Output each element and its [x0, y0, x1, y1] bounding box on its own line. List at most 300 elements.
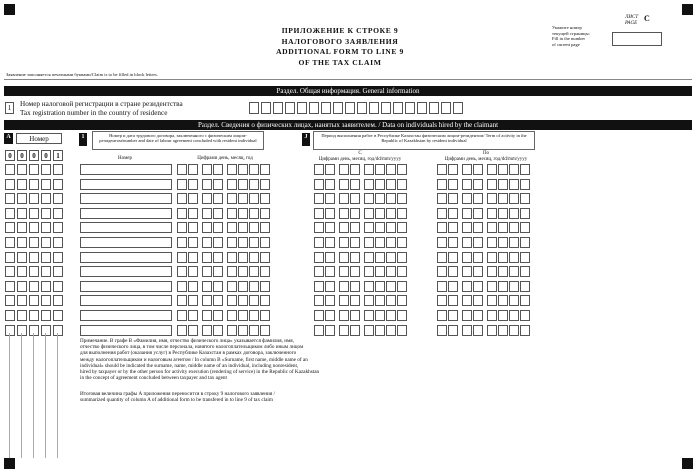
agreement-date-cell[interactable]: [213, 295, 223, 306]
column-a-cell[interactable]: [41, 266, 51, 277]
column-a-cell[interactable]: [29, 237, 39, 248]
term-from-date-cell[interactable]: [314, 310, 324, 321]
tax-registration-cell[interactable]: [453, 102, 463, 114]
column-a-cell[interactable]: [17, 295, 27, 306]
term-from-date-cell[interactable]: [350, 325, 360, 336]
agreement-date-cell[interactable]: [188, 266, 198, 277]
term-from-date-cell[interactable]: [339, 281, 349, 292]
term-from-date-cell[interactable]: [375, 252, 385, 263]
term-from-date-cell[interactable]: [314, 208, 324, 219]
agreement-date-cell[interactable]: [188, 281, 198, 292]
term-from-date-cell[interactable]: [386, 237, 396, 248]
column-a-cell[interactable]: [17, 325, 27, 336]
column-a-cell[interactable]: [17, 266, 27, 277]
term-to-date-cell[interactable]: [448, 208, 458, 219]
agreement-date-cell[interactable]: [227, 266, 237, 277]
agreement-date-cell[interactable]: [227, 281, 237, 292]
term-to-date-cell[interactable]: [473, 164, 483, 175]
term-to-date-cell[interactable]: [509, 295, 519, 306]
agreement-date-cell[interactable]: [238, 208, 248, 219]
term-from-date-cell[interactable]: [325, 193, 335, 204]
term-from-date-cell[interactable]: [350, 266, 360, 277]
term-from-date-cell[interactable]: [314, 179, 324, 190]
column-a-cell[interactable]: [53, 179, 63, 190]
term-from-date-cell[interactable]: [350, 164, 360, 175]
term-from-date-cell[interactable]: [314, 222, 324, 233]
term-to-date-cell[interactable]: [487, 310, 497, 321]
agreement-date-cell[interactable]: [260, 208, 270, 219]
term-from-date-cell[interactable]: [397, 325, 407, 336]
term-from-date-cell[interactable]: [364, 179, 374, 190]
term-to-date-cell[interactable]: [487, 222, 497, 233]
term-from-date-cell[interactable]: [397, 310, 407, 321]
term-to-date-cell[interactable]: [437, 281, 447, 292]
agreement-date-cell[interactable]: [213, 208, 223, 219]
term-to-date-cell[interactable]: [437, 237, 447, 248]
term-to-date-cell[interactable]: [462, 281, 472, 292]
column-a-cell[interactable]: [29, 266, 39, 277]
agreement-date-cell[interactable]: [238, 310, 248, 321]
column-a-cell[interactable]: [41, 237, 51, 248]
tax-registration-cell[interactable]: [273, 102, 283, 114]
agreement-date-cell[interactable]: [202, 237, 212, 248]
term-from-date-cell[interactable]: [375, 208, 385, 219]
term-to-date-cell[interactable]: [473, 266, 483, 277]
agreement-date-cell[interactable]: [213, 310, 223, 321]
term-from-date-cell[interactable]: [314, 281, 324, 292]
agreement-date-cell[interactable]: [213, 266, 223, 277]
agreement-number-cell[interactable]: [80, 281, 172, 292]
term-to-date-cell[interactable]: [509, 252, 519, 263]
agreement-date-cell[interactable]: [227, 310, 237, 321]
term-to-date-cell[interactable]: [498, 222, 508, 233]
term-from-date-cell[interactable]: [364, 295, 374, 306]
agreement-date-cell[interactable]: [238, 295, 248, 306]
term-from-date-cell[interactable]: [386, 179, 396, 190]
term-from-date-cell[interactable]: [386, 208, 396, 219]
term-to-date-cell[interactable]: [498, 208, 508, 219]
term-to-date-cell[interactable]: [462, 310, 472, 321]
term-from-date-cell[interactable]: [375, 295, 385, 306]
tax-registration-cell[interactable]: [297, 102, 307, 114]
term-from-date-cell[interactable]: [339, 325, 349, 336]
column-a-cell[interactable]: [17, 208, 27, 219]
column-a-cell[interactable]: [41, 325, 51, 336]
term-from-date-cell[interactable]: [339, 237, 349, 248]
agreement-date-cell[interactable]: [227, 252, 237, 263]
column-a-cell[interactable]: [17, 310, 27, 321]
agreement-date-cell[interactable]: [227, 295, 237, 306]
term-to-date-cell[interactable]: [473, 237, 483, 248]
agreement-date-cell[interactable]: [260, 193, 270, 204]
term-from-date-cell[interactable]: [375, 237, 385, 248]
column-a-cell[interactable]: [29, 325, 39, 336]
term-from-date-cell[interactable]: [364, 208, 374, 219]
tax-registration-cell[interactable]: [381, 102, 391, 114]
agreement-number-cell[interactable]: [80, 252, 172, 263]
term-to-date-cell[interactable]: [448, 325, 458, 336]
column-a-cell[interactable]: [53, 222, 63, 233]
agreement-date-cell[interactable]: [238, 325, 248, 336]
term-from-date-cell[interactable]: [339, 252, 349, 263]
term-to-date-cell[interactable]: [498, 164, 508, 175]
term-to-date-cell[interactable]: [462, 193, 472, 204]
agreement-date-cell[interactable]: [177, 237, 187, 248]
term-to-date-cell[interactable]: [462, 179, 472, 190]
agreement-number-cell[interactable]: [80, 310, 172, 321]
column-a-cell[interactable]: [29, 310, 39, 321]
agreement-number-cell[interactable]: [80, 237, 172, 248]
column-a-cell[interactable]: [41, 281, 51, 292]
term-to-date-cell[interactable]: [498, 252, 508, 263]
term-to-date-cell[interactable]: [498, 179, 508, 190]
term-from-date-cell[interactable]: [339, 295, 349, 306]
column-a-cell[interactable]: [5, 222, 15, 233]
term-to-date-cell[interactable]: [462, 266, 472, 277]
term-to-date-cell[interactable]: [498, 281, 508, 292]
term-from-date-cell[interactable]: [397, 295, 407, 306]
agreement-number-cell[interactable]: [80, 164, 172, 175]
column-a-cell[interactable]: [41, 208, 51, 219]
term-from-date-cell[interactable]: [375, 179, 385, 190]
term-from-date-cell[interactable]: [325, 295, 335, 306]
term-from-date-cell[interactable]: [397, 281, 407, 292]
agreement-date-cell[interactable]: [238, 164, 248, 175]
term-from-date-cell[interactable]: [314, 252, 324, 263]
agreement-date-cell[interactable]: [227, 179, 237, 190]
term-from-date-cell[interactable]: [375, 164, 385, 175]
term-to-date-cell[interactable]: [473, 325, 483, 336]
agreement-date-cell[interactable]: [202, 193, 212, 204]
agreement-date-cell[interactable]: [202, 252, 212, 263]
agreement-date-cell[interactable]: [202, 222, 212, 233]
term-from-date-cell[interactable]: [364, 252, 374, 263]
agreement-date-cell[interactable]: [249, 310, 259, 321]
page-number-field[interactable]: [612, 32, 662, 46]
term-to-date-cell[interactable]: [520, 325, 530, 336]
term-from-date-cell[interactable]: [364, 310, 374, 321]
term-to-date-cell[interactable]: [520, 179, 530, 190]
term-to-date-cell[interactable]: [520, 237, 530, 248]
term-from-date-cell[interactable]: [386, 325, 396, 336]
agreement-date-cell[interactable]: [188, 179, 198, 190]
term-from-date-cell[interactable]: [386, 222, 396, 233]
term-to-date-cell[interactable]: [462, 208, 472, 219]
term-to-date-cell[interactable]: [462, 325, 472, 336]
column-a-cell[interactable]: [53, 325, 63, 336]
term-to-date-cell[interactable]: [462, 252, 472, 263]
agreement-date-cell[interactable]: [260, 295, 270, 306]
term-from-date-cell[interactable]: [350, 310, 360, 321]
column-a-cell[interactable]: [5, 266, 15, 277]
term-to-date-cell[interactable]: [509, 222, 519, 233]
agreement-date-cell[interactable]: [249, 295, 259, 306]
term-to-date-cell[interactable]: [462, 164, 472, 175]
term-from-date-cell[interactable]: [386, 266, 396, 277]
term-to-date-cell[interactable]: [448, 266, 458, 277]
term-to-date-cell[interactable]: [448, 222, 458, 233]
term-from-date-cell[interactable]: [339, 222, 349, 233]
term-from-date-cell[interactable]: [364, 164, 374, 175]
agreement-number-cell[interactable]: [80, 208, 172, 219]
agreement-date-cell[interactable]: [188, 222, 198, 233]
agreement-date-cell[interactable]: [260, 325, 270, 336]
term-to-date-cell[interactable]: [487, 179, 497, 190]
term-to-date-cell[interactable]: [437, 252, 447, 263]
agreement-date-cell[interactable]: [177, 252, 187, 263]
term-to-date-cell[interactable]: [437, 222, 447, 233]
term-from-date-cell[interactable]: [397, 208, 407, 219]
term-to-date-cell[interactable]: [520, 222, 530, 233]
agreement-date-cell[interactable]: [177, 310, 187, 321]
agreement-date-cell[interactable]: [238, 237, 248, 248]
agreement-date-cell[interactable]: [202, 179, 212, 190]
agreement-date-cell[interactable]: [213, 237, 223, 248]
agreement-date-cell[interactable]: [238, 179, 248, 190]
term-to-date-cell[interactable]: [509, 208, 519, 219]
agreement-date-cell[interactable]: [238, 222, 248, 233]
agreement-date-cell[interactable]: [202, 164, 212, 175]
column-a-cell[interactable]: [5, 179, 15, 190]
term-to-date-cell[interactable]: [448, 295, 458, 306]
agreement-date-cell[interactable]: [227, 325, 237, 336]
agreement-date-cell[interactable]: [213, 222, 223, 233]
term-from-date-cell[interactable]: [325, 237, 335, 248]
term-to-date-cell[interactable]: [498, 295, 508, 306]
column-a-cell[interactable]: [29, 179, 39, 190]
tax-registration-cell[interactable]: [405, 102, 415, 114]
agreement-date-cell[interactable]: [202, 310, 212, 321]
tax-registration-cell[interactable]: [369, 102, 379, 114]
column-a-cell[interactable]: [5, 164, 15, 175]
term-to-date-cell[interactable]: [473, 310, 483, 321]
term-to-date-cell[interactable]: [487, 164, 497, 175]
column-a-cell[interactable]: [53, 208, 63, 219]
agreement-date-cell[interactable]: [202, 281, 212, 292]
term-to-date-cell[interactable]: [487, 193, 497, 204]
term-from-date-cell[interactable]: [339, 193, 349, 204]
agreement-date-cell[interactable]: [227, 193, 237, 204]
term-from-date-cell[interactable]: [386, 252, 396, 263]
term-from-date-cell[interactable]: [314, 295, 324, 306]
agreement-date-cell[interactable]: [238, 193, 248, 204]
agreement-number-cell[interactable]: [80, 295, 172, 306]
agreement-date-cell[interactable]: [177, 325, 187, 336]
column-a-cell[interactable]: [5, 310, 15, 321]
term-to-date-cell[interactable]: [473, 193, 483, 204]
tax-registration-cell[interactable]: [441, 102, 451, 114]
column-a-cell[interactable]: [17, 222, 27, 233]
term-from-date-cell[interactable]: [339, 208, 349, 219]
column-a-cell[interactable]: [41, 179, 51, 190]
term-to-date-cell[interactable]: [520, 193, 530, 204]
column-a-cell[interactable]: [29, 164, 39, 175]
tax-registration-cell[interactable]: [345, 102, 355, 114]
term-to-date-cell[interactable]: [487, 252, 497, 263]
term-from-date-cell[interactable]: [364, 193, 374, 204]
term-to-date-cell[interactable]: [448, 310, 458, 321]
term-from-date-cell[interactable]: [375, 222, 385, 233]
term-to-date-cell[interactable]: [498, 266, 508, 277]
column-a-cell[interactable]: [29, 281, 39, 292]
column-a-cell[interactable]: [29, 252, 39, 263]
term-to-date-cell[interactable]: [520, 310, 530, 321]
agreement-date-cell[interactable]: [188, 164, 198, 175]
term-from-date-cell[interactable]: [314, 325, 324, 336]
agreement-date-cell[interactable]: [238, 281, 248, 292]
term-from-date-cell[interactable]: [325, 208, 335, 219]
column-a-cell[interactable]: [29, 193, 39, 204]
agreement-date-cell[interactable]: [202, 266, 212, 277]
term-from-date-cell[interactable]: [325, 164, 335, 175]
term-from-date-cell[interactable]: [314, 164, 324, 175]
agreement-date-cell[interactable]: [188, 193, 198, 204]
agreement-date-cell[interactable]: [249, 179, 259, 190]
term-from-date-cell[interactable]: [364, 266, 374, 277]
term-from-date-cell[interactable]: [350, 222, 360, 233]
column-a-cell[interactable]: [17, 179, 27, 190]
term-from-date-cell[interactable]: [350, 252, 360, 263]
agreement-date-cell[interactable]: [202, 295, 212, 306]
column-a-cell[interactable]: [5, 281, 15, 292]
term-from-date-cell[interactable]: [350, 193, 360, 204]
term-to-date-cell[interactable]: [473, 252, 483, 263]
agreement-date-cell[interactable]: [177, 179, 187, 190]
term-from-date-cell[interactable]: [314, 266, 324, 277]
term-from-date-cell[interactable]: [325, 179, 335, 190]
term-to-date-cell[interactable]: [437, 325, 447, 336]
term-to-date-cell[interactable]: [448, 193, 458, 204]
agreement-date-cell[interactable]: [260, 164, 270, 175]
term-to-date-cell[interactable]: [520, 295, 530, 306]
term-to-date-cell[interactable]: [462, 222, 472, 233]
tax-registration-cell[interactable]: [321, 102, 331, 114]
term-from-date-cell[interactable]: [314, 237, 324, 248]
term-from-date-cell[interactable]: [386, 281, 396, 292]
column-a-cell[interactable]: [53, 193, 63, 204]
column-a-cell[interactable]: [41, 252, 51, 263]
term-from-date-cell[interactable]: [397, 237, 407, 248]
agreement-date-cell[interactable]: [213, 193, 223, 204]
agreement-date-cell[interactable]: [213, 164, 223, 175]
term-from-date-cell[interactable]: [339, 164, 349, 175]
term-from-date-cell[interactable]: [350, 208, 360, 219]
column-a-cell[interactable]: [29, 208, 39, 219]
term-from-date-cell[interactable]: [397, 266, 407, 277]
agreement-date-cell[interactable]: [260, 252, 270, 263]
agreement-date-cell[interactable]: [249, 237, 259, 248]
agreement-date-cell[interactable]: [249, 208, 259, 219]
column-a-cell[interactable]: [5, 237, 15, 248]
agreement-date-cell[interactable]: [238, 266, 248, 277]
term-to-date-cell[interactable]: [509, 281, 519, 292]
term-from-date-cell[interactable]: [325, 281, 335, 292]
agreement-date-cell[interactable]: [177, 208, 187, 219]
term-from-date-cell[interactable]: [339, 179, 349, 190]
agreement-date-cell[interactable]: [188, 310, 198, 321]
agreement-number-cell[interactable]: [80, 325, 172, 336]
term-to-date-cell[interactable]: [473, 222, 483, 233]
term-to-date-cell[interactable]: [498, 310, 508, 321]
agreement-date-cell[interactable]: [177, 266, 187, 277]
agreement-number-cell[interactable]: [80, 266, 172, 277]
agreement-date-cell[interactable]: [260, 310, 270, 321]
agreement-number-cell[interactable]: [80, 222, 172, 233]
term-to-date-cell[interactable]: [462, 237, 472, 248]
term-to-date-cell[interactable]: [498, 237, 508, 248]
column-a-cell[interactable]: [53, 237, 63, 248]
agreement-date-cell[interactable]: [249, 325, 259, 336]
term-from-date-cell[interactable]: [386, 295, 396, 306]
term-to-date-cell[interactable]: [487, 281, 497, 292]
column-a-cell[interactable]: [53, 266, 63, 277]
column-a-cell[interactable]: [29, 222, 39, 233]
agreement-date-cell[interactable]: [227, 164, 237, 175]
term-from-date-cell[interactable]: [375, 325, 385, 336]
column-a-cell[interactable]: [5, 208, 15, 219]
tax-registration-cell[interactable]: [417, 102, 427, 114]
column-a-cell[interactable]: [53, 252, 63, 263]
agreement-date-cell[interactable]: [188, 252, 198, 263]
column-a-cell[interactable]: [53, 310, 63, 321]
column-a-cell[interactable]: [17, 281, 27, 292]
term-to-date-cell[interactable]: [473, 208, 483, 219]
term-to-date-cell[interactable]: [437, 193, 447, 204]
agreement-date-cell[interactable]: [177, 164, 187, 175]
column-a-cell[interactable]: [17, 237, 27, 248]
term-from-date-cell[interactable]: [350, 237, 360, 248]
term-to-date-cell[interactable]: [509, 266, 519, 277]
term-from-date-cell[interactable]: [375, 266, 385, 277]
agreement-date-cell[interactable]: [188, 325, 198, 336]
agreement-date-cell[interactable]: [249, 193, 259, 204]
term-to-date-cell[interactable]: [448, 179, 458, 190]
agreement-date-cell[interactable]: [213, 281, 223, 292]
term-from-date-cell[interactable]: [325, 325, 335, 336]
agreement-date-cell[interactable]: [260, 222, 270, 233]
term-from-date-cell[interactable]: [350, 179, 360, 190]
term-to-date-cell[interactable]: [509, 310, 519, 321]
tax-registration-cell[interactable]: [333, 102, 343, 114]
term-to-date-cell[interactable]: [487, 237, 497, 248]
agreement-date-cell[interactable]: [188, 237, 198, 248]
term-to-date-cell[interactable]: [498, 193, 508, 204]
tax-registration-cell[interactable]: [285, 102, 295, 114]
term-from-date-cell[interactable]: [397, 222, 407, 233]
agreement-date-cell[interactable]: [188, 295, 198, 306]
term-to-date-cell[interactable]: [437, 164, 447, 175]
term-from-date-cell[interactable]: [339, 266, 349, 277]
agreement-date-cell[interactable]: [177, 281, 187, 292]
column-a-cell[interactable]: [5, 252, 15, 263]
agreement-date-cell[interactable]: [260, 179, 270, 190]
term-from-date-cell[interactable]: [325, 252, 335, 263]
term-to-date-cell[interactable]: [509, 325, 519, 336]
term-to-date-cell[interactable]: [448, 281, 458, 292]
term-to-date-cell[interactable]: [498, 325, 508, 336]
agreement-date-cell[interactable]: [227, 208, 237, 219]
agreement-date-cell[interactable]: [188, 208, 198, 219]
term-to-date-cell[interactable]: [520, 208, 530, 219]
term-from-date-cell[interactable]: [364, 237, 374, 248]
term-from-date-cell[interactable]: [325, 310, 335, 321]
term-to-date-cell[interactable]: [520, 252, 530, 263]
term-from-date-cell[interactable]: [386, 310, 396, 321]
agreement-date-cell[interactable]: [249, 164, 259, 175]
term-from-date-cell[interactable]: [314, 193, 324, 204]
term-to-date-cell[interactable]: [487, 266, 497, 277]
term-from-date-cell[interactable]: [339, 310, 349, 321]
